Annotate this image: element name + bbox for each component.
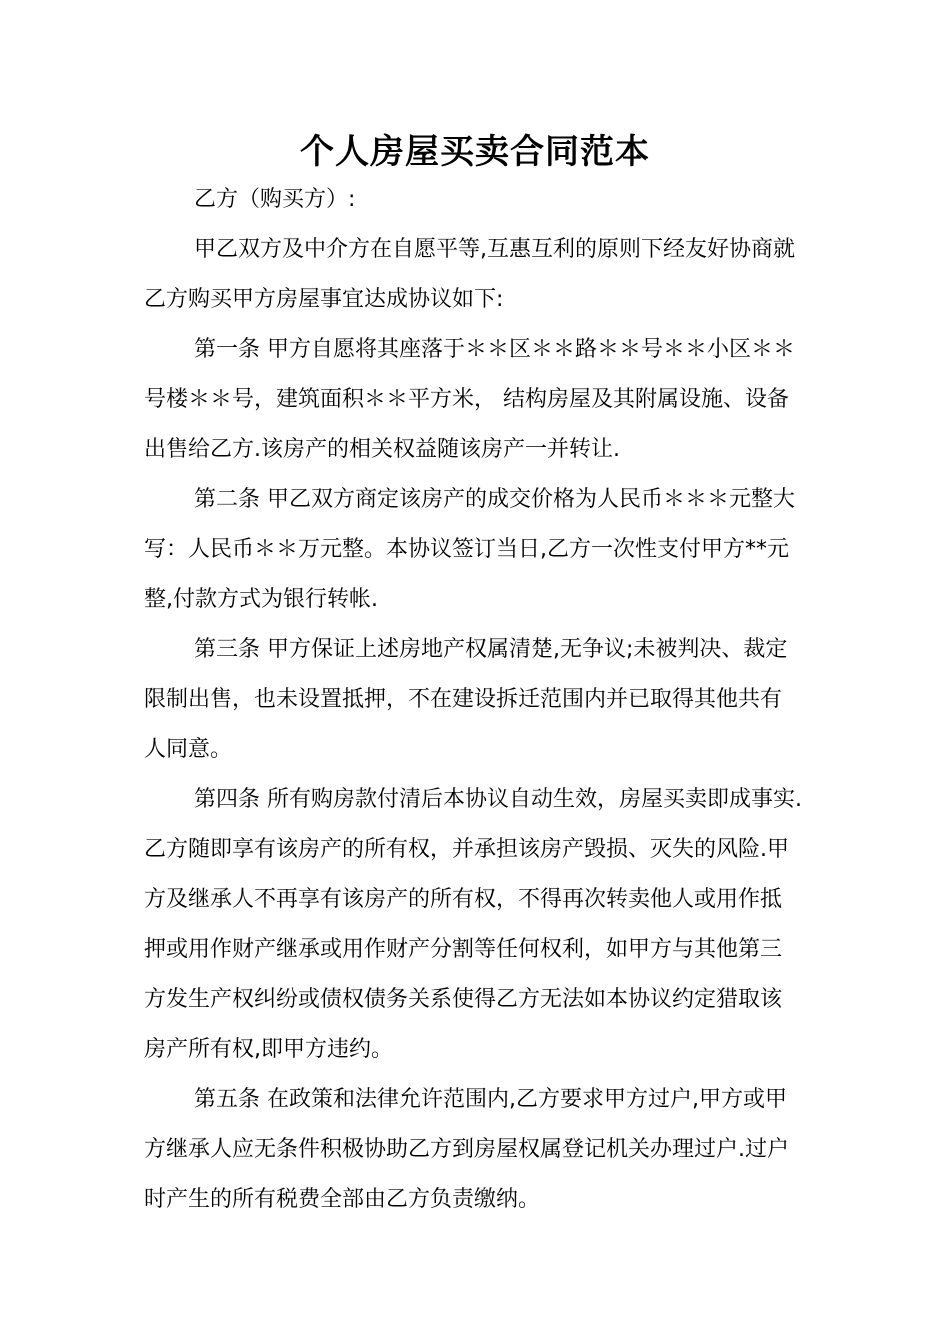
article-5-line-3: 时产生的所有税费全部由乙方负责缴纳。 [144, 1187, 541, 1212]
article-4-line-6: 房产所有权,即甲方违约。 [144, 1037, 393, 1062]
article-1-line-2: 号楼＊＊号，建筑面积＊＊平方米， 结构房屋及其附属设施、设备 [144, 387, 789, 412]
party-b-line: 乙方（购买方）: [194, 187, 356, 212]
article-1-line-1: 第一条 甲方自愿将其座落于＊＊区＊＊路＊＊号＊＊小区＊＊ [194, 337, 795, 362]
article-4-line-2: 乙方随即享有该房产的所有权，并承担该房产毁损、灭失的风险.甲 [144, 837, 789, 862]
article-4-line-4: 押或用作财产继承或用作财产分割等任何权利，如甲方与其他第三 [144, 937, 783, 962]
article-3-line-3: 人同意。 [144, 737, 233, 762]
article-2-line-3: 整,付款方式为银行转帐. [144, 587, 378, 612]
intro-line-2: 乙方购买甲方房屋事宜达成协议如下: [144, 287, 504, 312]
intro-line-1: 甲乙双方及中介方在自愿平等,互惠互利的原则下经友好协商就 [194, 237, 795, 262]
article-5-line-2: 方继承人应无条件积极协助乙方到房屋权属登记机关办理过户.过户 [144, 1137, 789, 1162]
article-4-line-3: 方及继承人不再享有该房产的所有权，不得再次转卖他人或用作抵 [144, 887, 783, 912]
article-4-line-1: 第四条 所有购房款付清后本协议自动生效，房屋买卖即成事实. [194, 787, 802, 812]
article-3-line-2: 限制出售，也未设置抵押，不在建设拆迁范围内并已取得其他共有 [144, 687, 783, 712]
document-title: 个人房屋买卖合同范本 [300, 132, 650, 172]
article-5-line-1: 第五条 在政策和法律允许范围内,乙方要求甲方过户,甲方或甲 [194, 1087, 787, 1112]
article-2-line-2: 写：人民币＊＊万元整。本协议签订当日,乙方一次性支付甲方**元 [144, 537, 789, 562]
article-4-line-5: 方发生产权纠纷或债权债务关系使得乙方无法如本协议约定猎取该 [144, 987, 783, 1012]
article-2-line-1: 第二条 甲乙双方商定该房产的成交价格为人民币＊＊＊元整大 [194, 487, 795, 512]
article-1-line-3: 出售给乙方.该房产的相关权益随该房产一并转让. [144, 437, 620, 462]
article-3-line-1: 第三条 甲方保证上述房地产权属清楚,无争议;未被判决、裁定 [194, 637, 788, 662]
